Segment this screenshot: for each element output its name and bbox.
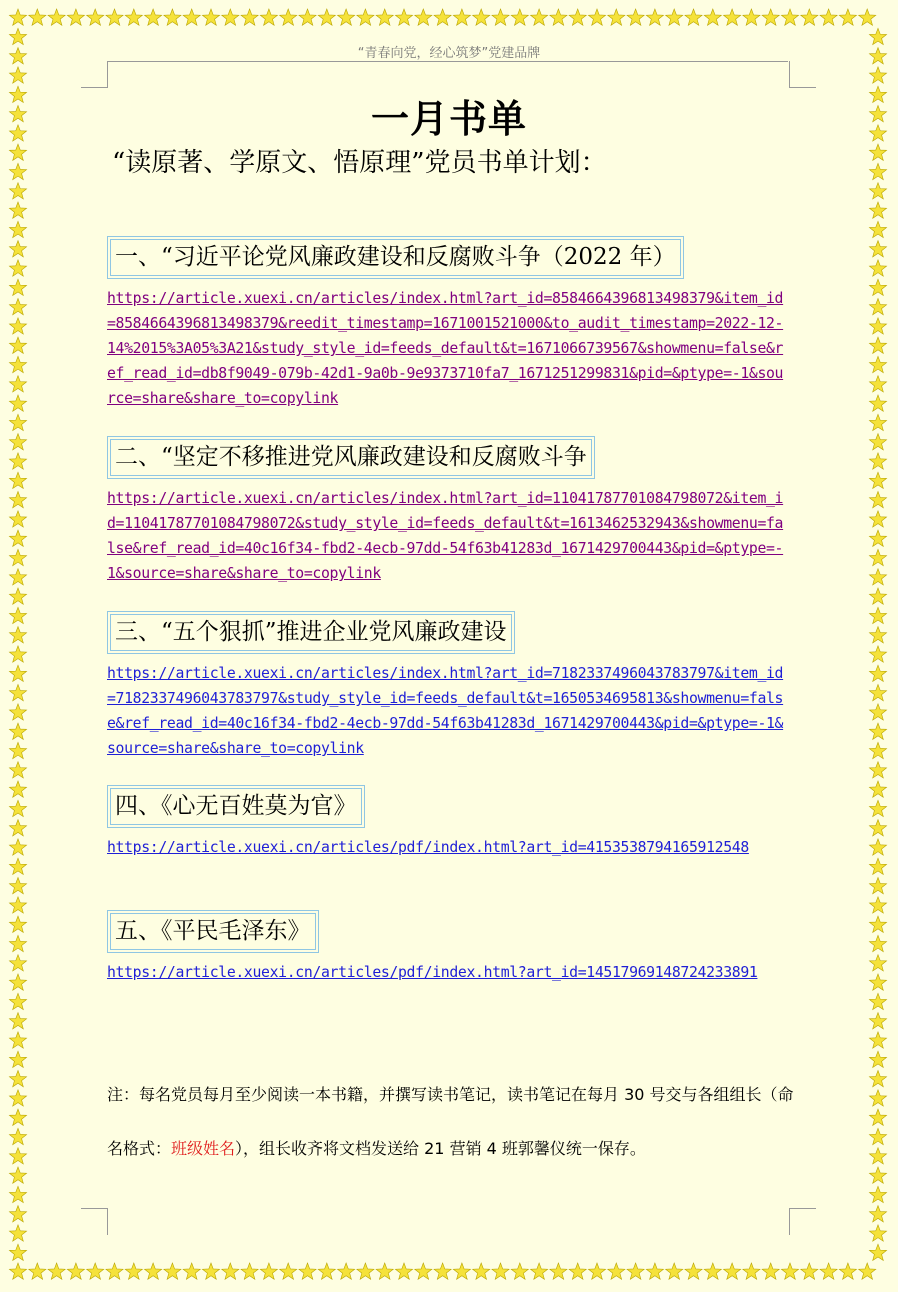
star-icon xyxy=(869,955,886,971)
star-icon xyxy=(869,241,886,257)
star-icon xyxy=(415,9,432,25)
header-brand: “青春向党，经心筑梦”党建品牌 xyxy=(357,46,541,61)
star-icon xyxy=(608,9,625,25)
star-icon xyxy=(183,9,200,25)
star-icon xyxy=(869,916,886,932)
star-icon xyxy=(106,9,123,25)
star-icon xyxy=(9,1090,26,1106)
star-icon xyxy=(9,800,26,816)
star-icon xyxy=(869,530,886,546)
star-icon xyxy=(9,318,26,334)
star-icon xyxy=(869,897,886,913)
star-icon xyxy=(869,67,886,83)
star-icon xyxy=(280,1263,297,1279)
star-icon xyxy=(9,569,26,585)
star-icon xyxy=(67,9,84,25)
star-icon xyxy=(869,299,886,315)
star-icon xyxy=(338,9,355,25)
star-icon xyxy=(762,1263,779,1279)
star-icon xyxy=(869,1013,886,1029)
star-icon xyxy=(280,9,297,25)
star-icon xyxy=(260,1263,277,1279)
article-link[interactable]: https://article.xuexi.cn/articles/index.html?art_id=8584664396813498379&item_id=8584664396813498379&reedit_timestamp=1671001521000&to_audit_timestamp=2022-12-14%2015%3A05%3A21&study_style_id=feeds_default&t=1671066739567&showmenu=false&ref_read_id=db8f9049-079b-42d1-9a0b-9e9373710fa7_1671251299831&pid=&ptype=-1&source=share&share_to=copylink xyxy=(107,290,784,407)
pdf-link[interactable]: https://article.xuexi.cn/articles/pdf/index.html?art_id=14517969148724233891 xyxy=(107,964,758,981)
book-section-1 xyxy=(107,236,787,411)
star-icon xyxy=(9,897,26,913)
section-heading: 一、“习近平论党风廉政建设和反腐败斗争（2022 年） xyxy=(110,239,681,276)
star-icon xyxy=(164,1263,181,1279)
star-icon xyxy=(869,1244,886,1260)
star-icon xyxy=(87,1263,104,1279)
star-icon xyxy=(869,414,886,430)
star-icon xyxy=(869,1225,886,1241)
book-section-5 xyxy=(107,910,787,985)
star-icon xyxy=(9,511,26,527)
star-icon xyxy=(869,260,886,276)
article-link[interactable]: https://article.xuexi.cn/articles/index.html?art_id=11041787701084798072&item_id=11041787701084798072&study_style_id=feeds_default&t=1613462532943&showmenu=false&ref_read_id=40c16f34-fbd2-4ecb-97dd-54f63b41283d_1671429700443&pid=&ptype=-1&source=share&share_to=copylink xyxy=(107,490,784,582)
star-icon xyxy=(183,1263,200,1279)
star-icon xyxy=(9,492,26,508)
pdf-link[interactable]: https://article.xuexi.cn/articles/pdf/index.html?art_id=4153538794165912548 xyxy=(107,839,749,856)
star-icon xyxy=(569,9,586,25)
star-icon xyxy=(869,1051,886,1067)
star-icon xyxy=(473,1263,490,1279)
star-icon xyxy=(106,1263,123,1279)
star-icon xyxy=(869,993,886,1009)
star-icon xyxy=(9,935,26,951)
star-icon xyxy=(869,1090,886,1106)
book-section-4 xyxy=(107,785,787,860)
star-icon xyxy=(801,1263,818,1279)
star-icon xyxy=(9,434,26,450)
star-icon xyxy=(869,839,886,855)
star-icon xyxy=(839,9,856,25)
star-icon xyxy=(869,511,886,527)
star-icon xyxy=(869,762,886,778)
section-heading-box xyxy=(107,910,319,953)
book-section-2 xyxy=(107,436,787,586)
note-text-2: ），组长收齐将文档发送给 21 营销 4 班郭馨仪统一保存。 xyxy=(235,1139,646,1158)
section-heading-box xyxy=(107,436,595,479)
star-icon xyxy=(869,704,886,720)
star-icon xyxy=(781,1263,798,1279)
star-icon xyxy=(202,1263,219,1279)
star-icon xyxy=(869,935,886,951)
star-icon xyxy=(125,9,142,25)
star-icon xyxy=(9,974,26,990)
star-icon xyxy=(869,1071,886,1087)
star-icon xyxy=(9,472,26,488)
star-icon xyxy=(869,337,886,353)
star-icon xyxy=(9,627,26,643)
star-icon xyxy=(869,376,886,392)
star-icon xyxy=(839,1263,856,1279)
corner-mark-bottom-right xyxy=(789,1208,816,1235)
star-icon xyxy=(869,878,886,894)
star-icon xyxy=(9,1206,26,1222)
star-icon xyxy=(9,376,26,392)
note-text-1: 注：每名党员每月至少阅读一本书籍，并撰写读书笔记，读书笔记在每月 30 号交与各组组长（命名格式： xyxy=(107,1085,794,1158)
star-icon xyxy=(685,9,702,25)
star-icon xyxy=(9,144,26,160)
star-icon xyxy=(48,1263,65,1279)
star-icon xyxy=(376,9,393,25)
star-icon xyxy=(869,1148,886,1164)
star-icon xyxy=(241,9,258,25)
star-icon xyxy=(9,858,26,874)
star-icon xyxy=(869,221,886,237)
star-icon xyxy=(9,9,26,25)
star-icon xyxy=(9,704,26,720)
star-icon xyxy=(550,1263,567,1279)
star-icon xyxy=(9,839,26,855)
star-icon xyxy=(9,299,26,315)
star-icon xyxy=(9,163,26,179)
star-icon xyxy=(743,9,760,25)
star-icon xyxy=(869,569,886,585)
star-icon xyxy=(9,607,26,623)
star-icon xyxy=(9,588,26,604)
page-subtitle: “读原著、学原文、悟原理”党员书单计划： xyxy=(112,148,607,178)
star-icon xyxy=(511,9,528,25)
star-icon xyxy=(357,1263,374,1279)
star-icon xyxy=(869,318,886,334)
star-icon xyxy=(260,9,277,25)
star-icon xyxy=(434,9,451,25)
star-icon xyxy=(869,453,886,469)
star-icon xyxy=(318,9,335,25)
star-icon xyxy=(627,1263,644,1279)
star-icon xyxy=(145,9,162,25)
star-icon xyxy=(869,665,886,681)
star-icon xyxy=(299,9,316,25)
star-icon xyxy=(453,1263,470,1279)
star-icon xyxy=(9,1013,26,1029)
star-icon xyxy=(9,665,26,681)
star-icon xyxy=(202,9,219,25)
star-icon xyxy=(704,1263,721,1279)
star-icon xyxy=(569,1263,586,1279)
star-icon xyxy=(869,492,886,508)
star-icon xyxy=(9,183,26,199)
star-icon xyxy=(9,646,26,662)
star-icon xyxy=(859,1263,876,1279)
corner-mark-top-left xyxy=(81,61,108,88)
star-icon xyxy=(869,144,886,160)
star-icon xyxy=(9,453,26,469)
star-icon xyxy=(9,241,26,257)
star-icon xyxy=(9,1109,26,1125)
star-icon xyxy=(869,279,886,295)
star-icon xyxy=(492,9,509,25)
star-icon xyxy=(9,878,26,894)
star-icon xyxy=(588,9,605,25)
star-icon xyxy=(9,1051,26,1067)
star-icon xyxy=(9,1128,26,1144)
star-icon xyxy=(67,1263,84,1279)
star-icon xyxy=(781,9,798,25)
star-icon xyxy=(646,9,663,25)
star-icon xyxy=(531,9,548,25)
star-icon xyxy=(376,1263,393,1279)
star-icon xyxy=(29,9,46,25)
article-link[interactable]: https://article.xuexi.cn/articles/index.html?art_id=7182337496043783797&item_id=7182337496043783797&study_style_id=feeds_default&t=1650534695813&showmenu=false&ref_read_id=40c16f34-fbd2-4ecb-97dd-54f63b41283d_1671429700443&pid=&ptype=-1&source=share&share_to=copylink xyxy=(107,665,784,757)
page-title: 一月书单 xyxy=(370,96,527,141)
star-icon xyxy=(9,356,26,372)
star-icon xyxy=(869,742,886,758)
star-icon xyxy=(9,530,26,546)
star-icon xyxy=(9,414,26,430)
star-icon xyxy=(869,800,886,816)
star-icon xyxy=(704,9,721,25)
star-icon xyxy=(685,1263,702,1279)
star-icon xyxy=(646,1263,663,1279)
star-icon xyxy=(9,781,26,797)
star-icon xyxy=(869,1167,886,1183)
star-icon xyxy=(9,1032,26,1048)
star-icon xyxy=(820,9,837,25)
star-icon xyxy=(415,1263,432,1279)
star-icon xyxy=(869,820,886,836)
star-icon xyxy=(87,9,104,25)
star-icon xyxy=(869,588,886,604)
star-icon xyxy=(222,1263,239,1279)
star-icon xyxy=(395,9,412,25)
star-icon xyxy=(869,1128,886,1144)
star-icon xyxy=(869,183,886,199)
star-icon xyxy=(801,9,818,25)
star-icon xyxy=(299,1263,316,1279)
star-icon xyxy=(869,781,886,797)
star-icon xyxy=(318,1263,335,1279)
star-icon xyxy=(492,1263,509,1279)
star-icon xyxy=(9,1186,26,1202)
header-rule xyxy=(108,61,788,62)
star-icon xyxy=(9,1225,26,1241)
book-section-3 xyxy=(107,611,787,761)
section-heading-box xyxy=(107,785,365,828)
star-icon xyxy=(869,723,886,739)
star-icon xyxy=(666,9,683,25)
star-icon xyxy=(164,9,181,25)
star-icon xyxy=(473,9,490,25)
star-icon xyxy=(9,202,26,218)
section-heading-box xyxy=(107,611,515,654)
section-heading: 二、“坚定不移推进党风廉政建设和反腐败斗争 xyxy=(110,439,592,476)
star-icon xyxy=(9,260,26,276)
corner-mark-top-right xyxy=(789,61,816,88)
star-icon xyxy=(869,1109,886,1125)
star-icon xyxy=(869,627,886,643)
star-icon xyxy=(9,742,26,758)
star-icon xyxy=(531,1263,548,1279)
star-icon xyxy=(820,1263,837,1279)
star-icon xyxy=(869,858,886,874)
submission-note xyxy=(107,1068,797,1176)
star-icon xyxy=(9,549,26,565)
star-icon xyxy=(869,685,886,701)
star-icon xyxy=(743,1263,760,1279)
star-icon xyxy=(724,1263,741,1279)
star-icon xyxy=(869,472,886,488)
section-heading: 四、《心无百姓莫为官》 xyxy=(110,788,362,825)
star-icon xyxy=(869,356,886,372)
star-icon xyxy=(9,395,26,411)
star-icon xyxy=(9,279,26,295)
star-icon xyxy=(724,9,741,25)
star-icon xyxy=(9,723,26,739)
corner-mark-bottom-left xyxy=(81,1208,108,1235)
star-icon xyxy=(145,1263,162,1279)
star-icon xyxy=(869,974,886,990)
star-icon xyxy=(550,9,567,25)
star-icon xyxy=(869,395,886,411)
star-icon xyxy=(869,202,886,218)
star-icon xyxy=(511,1263,528,1279)
star-icon xyxy=(434,1263,451,1279)
star-icon xyxy=(222,9,239,25)
star-icon xyxy=(9,1244,26,1260)
star-icon xyxy=(762,9,779,25)
star-icon xyxy=(9,955,26,971)
star-icon xyxy=(869,1032,886,1048)
section-heading: 五、《平民毛泽东》 xyxy=(110,913,316,950)
star-icon xyxy=(869,1186,886,1202)
note-highlight: 班级姓名 xyxy=(171,1139,236,1158)
section-heading-box xyxy=(107,236,684,279)
star-icon xyxy=(9,1148,26,1164)
star-icon xyxy=(357,9,374,25)
star-icon xyxy=(338,1263,355,1279)
star-icon xyxy=(9,762,26,778)
star-icon xyxy=(869,163,886,179)
star-icon xyxy=(869,549,886,565)
star-icon xyxy=(869,1206,886,1222)
star-icon xyxy=(9,820,26,836)
star-icon xyxy=(29,1263,46,1279)
star-icon xyxy=(608,1263,625,1279)
star-icon xyxy=(9,67,26,83)
star-icon xyxy=(666,1263,683,1279)
star-icon xyxy=(9,1263,26,1279)
star-icon xyxy=(453,9,470,25)
star-icon xyxy=(241,1263,258,1279)
star-icon xyxy=(869,607,886,623)
star-icon xyxy=(627,9,644,25)
star-icon xyxy=(9,916,26,932)
star-icon xyxy=(859,9,876,25)
section-heading: 三、“五个狠抓”推进企业党风廉政建设 xyxy=(110,614,512,651)
star-icon xyxy=(588,1263,605,1279)
star-icon xyxy=(125,1263,142,1279)
star-icon xyxy=(395,1263,412,1279)
star-icon xyxy=(9,1167,26,1183)
star-icon xyxy=(9,993,26,1009)
star-icon xyxy=(869,434,886,450)
star-icon xyxy=(9,337,26,353)
star-icon xyxy=(869,646,886,662)
star-icon xyxy=(48,9,65,25)
star-icon xyxy=(9,1071,26,1087)
star-icon xyxy=(9,685,26,701)
star-icon xyxy=(9,221,26,237)
